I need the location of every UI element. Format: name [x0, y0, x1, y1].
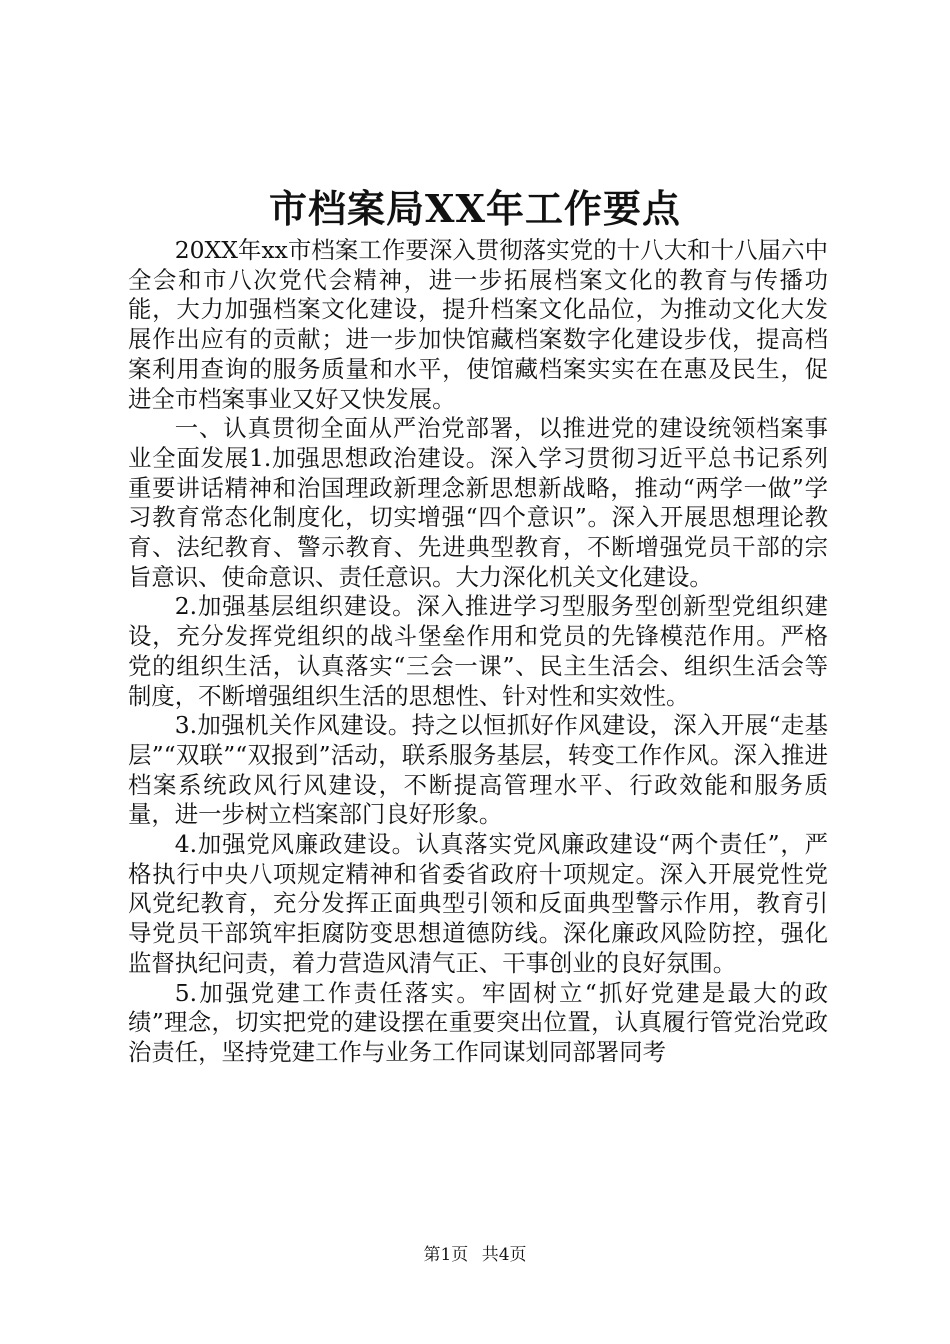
page-total: 共4页 [481, 1245, 527, 1265]
paragraph-intro: 20XX年xx市档案工作要深入贯彻落实党的十八大和十八届六中全会和市八次党代会精神，进一步拓展档案文化的教育与传播功能，大力加强档案文化建设，提升档案文化品位，为推动文化大发展作出应有的贡献；进一步加快馆藏档案数字化建设步伐，提高档案利用查询的服务质量和水平，使馆藏档案实实在在惠及民生，促进全市档案事业又好又快发展。 [128, 236, 828, 413]
paragraph-item-3: 3.加强机关作风建设。持之以恒抓好作风建设，深入开展“走基层”“双联”“双报到”活动，联系服务基层，转变工作作风。深入推进档案系统政风行风建设，不断提高管理水平、行政效能和服务质量，进一步树立档案部门良好形象。 [128, 711, 828, 829]
page-number: 第1页 [423, 1245, 469, 1265]
paragraph-section-1: 一、认真贯彻全面从严治党部署，以推进党的建设统领档案事业全面发展1.加强思想政治建设。深入学习贯彻习近平总书记系列重要讲话精神和治国理政新理念新思想新战略，推动“两学一做”学习教育常态化制度化，切实增强“四个意识”。深入开展思想理论教育、法纪教育、警示教育、先进典型教育，不断增强党员干部的宗旨意识、使命意识、责任意识。大力深化机关文化建设。 [128, 414, 828, 591]
paragraph-item-5: 5.加强党建工作责任落实。牢固树立“抓好党建是最大的政绩”理念，切实把党的建设摆在重要突出位置，认真履行管党治党政治责任，坚持党建工作与业务工作同谋划同部署同考 [128, 978, 828, 1066]
paragraph-item-2: 2.加强基层组织建设。深入推进学习型服务型创新型党组织建设，充分发挥党组织的战斗堡垒作用和党员的先锋模范作用。严格党的组织生活，认真落实“三会一课”、民主生活会、组织生活会等制度，不断增强组织生活的思想性、针对性和实效性。 [128, 592, 828, 710]
paragraph-item-4: 4.加强党风廉政建设。认真落实党风廉政建设“两个责任”，严格执行中央八项规定精神和省委省政府十项规定。深入开展党性党风党纪教育，充分发挥正面典型引领和反面典型警示作用，教育引导党员干部筑牢拒腐防变思想道德防线。深化廉政风险防控，强化监督执纪问责，着力营造风清气正、干事创业的良好氛围。 [128, 830, 828, 977]
page-footer [0, 1240, 950, 1265]
document-body [128, 236, 828, 1068]
document-title: 市档案局XX年工作要点 [269, 186, 681, 231]
